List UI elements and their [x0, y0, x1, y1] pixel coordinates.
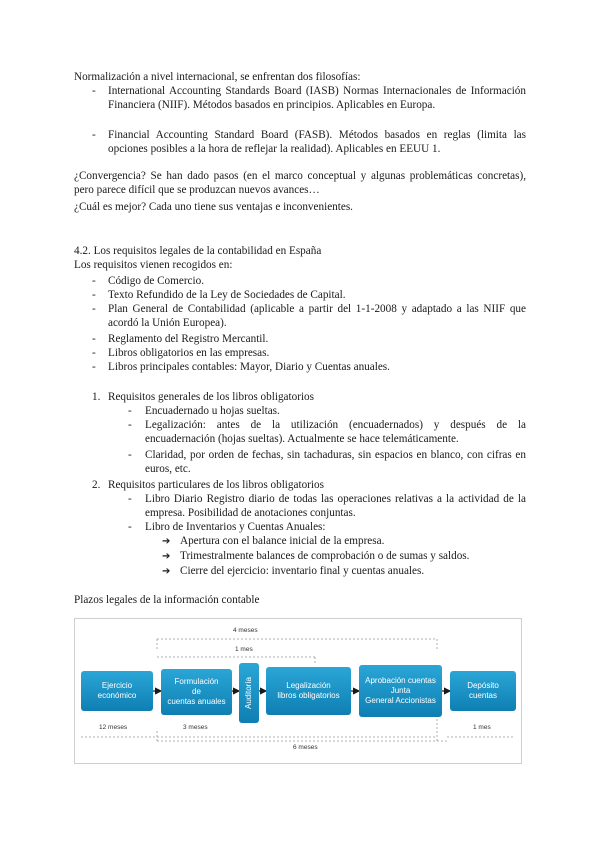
- list-item-fasb: Financial Accounting Standard Board (FASB). Métodos basados en reglas (limita las opciones posibles a la hora de reflejar la realidad). Aplicables en EEUU 1.: [108, 129, 526, 155]
- dash-bullet: -: [92, 129, 96, 141]
- box-text: Aprobación cuentas: [365, 676, 436, 685]
- box-text: de: [192, 687, 201, 696]
- label-4-meses: 4 meses: [233, 627, 258, 634]
- paragraph-cual-es-mejor: ¿Cuál es mejor? Cada uno tiene sus ventajas e inconvenientes.: [74, 201, 353, 213]
- dash-bullet: -: [92, 275, 96, 287]
- box-text: Auditoría: [244, 676, 253, 710]
- paragraph-convergencia: ¿Convergencia? Se han dado pasos (en el marco conceptual y algunas problemáticas concretas), pero parece difícil que se produzcan nuevos avances…: [74, 170, 526, 196]
- dash-bullet: -: [92, 361, 96, 373]
- dash-bullet: -: [92, 333, 96, 345]
- box-deposito: [450, 671, 516, 711]
- label-3-meses: 3 meses: [183, 724, 208, 731]
- list-item: Código de Comercio.: [108, 275, 205, 287]
- box-legalizacion: [266, 667, 351, 715]
- arrow-bullet-icon: ➔: [162, 536, 171, 547]
- section-intro: Los requisitos vienen recogidos en:: [74, 259, 233, 271]
- box-text: Legalización: [286, 681, 331, 690]
- box-text: económico: [97, 691, 137, 700]
- box-text: Formulación: [174, 677, 219, 686]
- intro-heading: Normalización a nivel internacional, se enfrentan dos filosofías:: [74, 71, 361, 83]
- box-text: Junta: [390, 686, 411, 695]
- arrow-item: Trimestralmente balances de comprobación o de sumas y saldos.: [180, 550, 470, 562]
- box-formulacion: [161, 669, 232, 715]
- list-item: Libro de Inventarios y Cuentas Anuales:: [145, 521, 326, 533]
- box-aprobacion: [359, 665, 442, 717]
- arrow-item: Cierre del ejercicio: inventario final y cuentas anuales.: [180, 565, 425, 577]
- list-item: Libros obligatorios en las empresas.: [108, 347, 270, 359]
- box-auditoria: [239, 663, 259, 723]
- dash-bullet: -: [92, 347, 96, 359]
- label-12-meses: 12 meses: [99, 724, 128, 731]
- plazos-title: Plazos legales de la información contable: [74, 594, 260, 606]
- section-title: 4.2. Los requisitos legales de la contabilidad en España: [74, 245, 322, 257]
- dash-bullet: -: [92, 85, 96, 97]
- list-item: Texto Refundido de la Ley de Sociedades de Capital.: [108, 289, 346, 301]
- label-1-mes-bottom: 1 mes: [473, 724, 491, 731]
- dash-bullet: -: [92, 289, 96, 301]
- dash-bullet: -: [92, 303, 96, 315]
- list-item: Libros principales contables: Mayor, Diario y Cuentas anuales.: [108, 361, 390, 373]
- list-item: Plan General de Contabilidad (aplicable a partir del 1-1-2008 y adaptado a las NIIF que acordó la Unión Europea).: [108, 303, 526, 329]
- box-text: Ejercicio: [101, 681, 133, 690]
- dash-bullet: -: [128, 493, 132, 505]
- box-text: cuentas: [468, 691, 497, 700]
- box-text: cuentas anuales: [167, 697, 226, 706]
- list-item-iasb: International Accounting Standards Board (IASB) Normas Internacionales de Información Financiera (NIIF). Métodos basados en principios. Aplicables en Europa.: [108, 85, 526, 111]
- box-text: General Accionistas: [365, 696, 436, 705]
- timeline-diagram: [74, 618, 522, 764]
- list-item: Claridad, por orden de fechas, sin tachaduras, sin espacios en blanco, con cifras en euros, etc.: [145, 449, 526, 475]
- label-6-meses: 6 meses: [293, 744, 318, 751]
- list-number: 2.: [92, 479, 101, 491]
- numbered-title: Requisitos particulares de los libros obligatorios: [108, 479, 324, 491]
- numbered-title: Requisitos generales de los libros obligatorios: [108, 391, 315, 403]
- dash-bullet: -: [128, 521, 132, 533]
- box-text: Depósito: [467, 681, 499, 690]
- box-text: libros obligatorios: [277, 691, 340, 700]
- list-item: Legalización: antes de la utilización (encuadernados) y después de la encuadernación (hojas sueltas). Actualmente se hace telemáticamente.: [145, 419, 526, 445]
- label-1-mes-top: 1 mes: [235, 646, 253, 653]
- list-item: Libro Diario Registro diario de todas las operaciones relativas a la actividad de la empresa. Posibilidad de anotaciones conjuntas.: [145, 493, 526, 519]
- dash-bullet: -: [128, 419, 132, 431]
- list-number: 1.: [92, 391, 101, 403]
- arrow-bullet-icon: ➔: [162, 566, 171, 577]
- dash-bullet: -: [128, 449, 132, 461]
- box-ejercicio-economico: [81, 671, 153, 711]
- list-item: Encuadernado u hojas sueltas.: [145, 405, 280, 417]
- arrow-bullet-icon: ➔: [162, 551, 171, 562]
- list-item: Reglamento del Registro Mercantil.: [108, 333, 269, 345]
- dash-bullet: -: [128, 405, 132, 417]
- arrow-item: Apertura con el balance inicial de la empresa.: [180, 535, 385, 547]
